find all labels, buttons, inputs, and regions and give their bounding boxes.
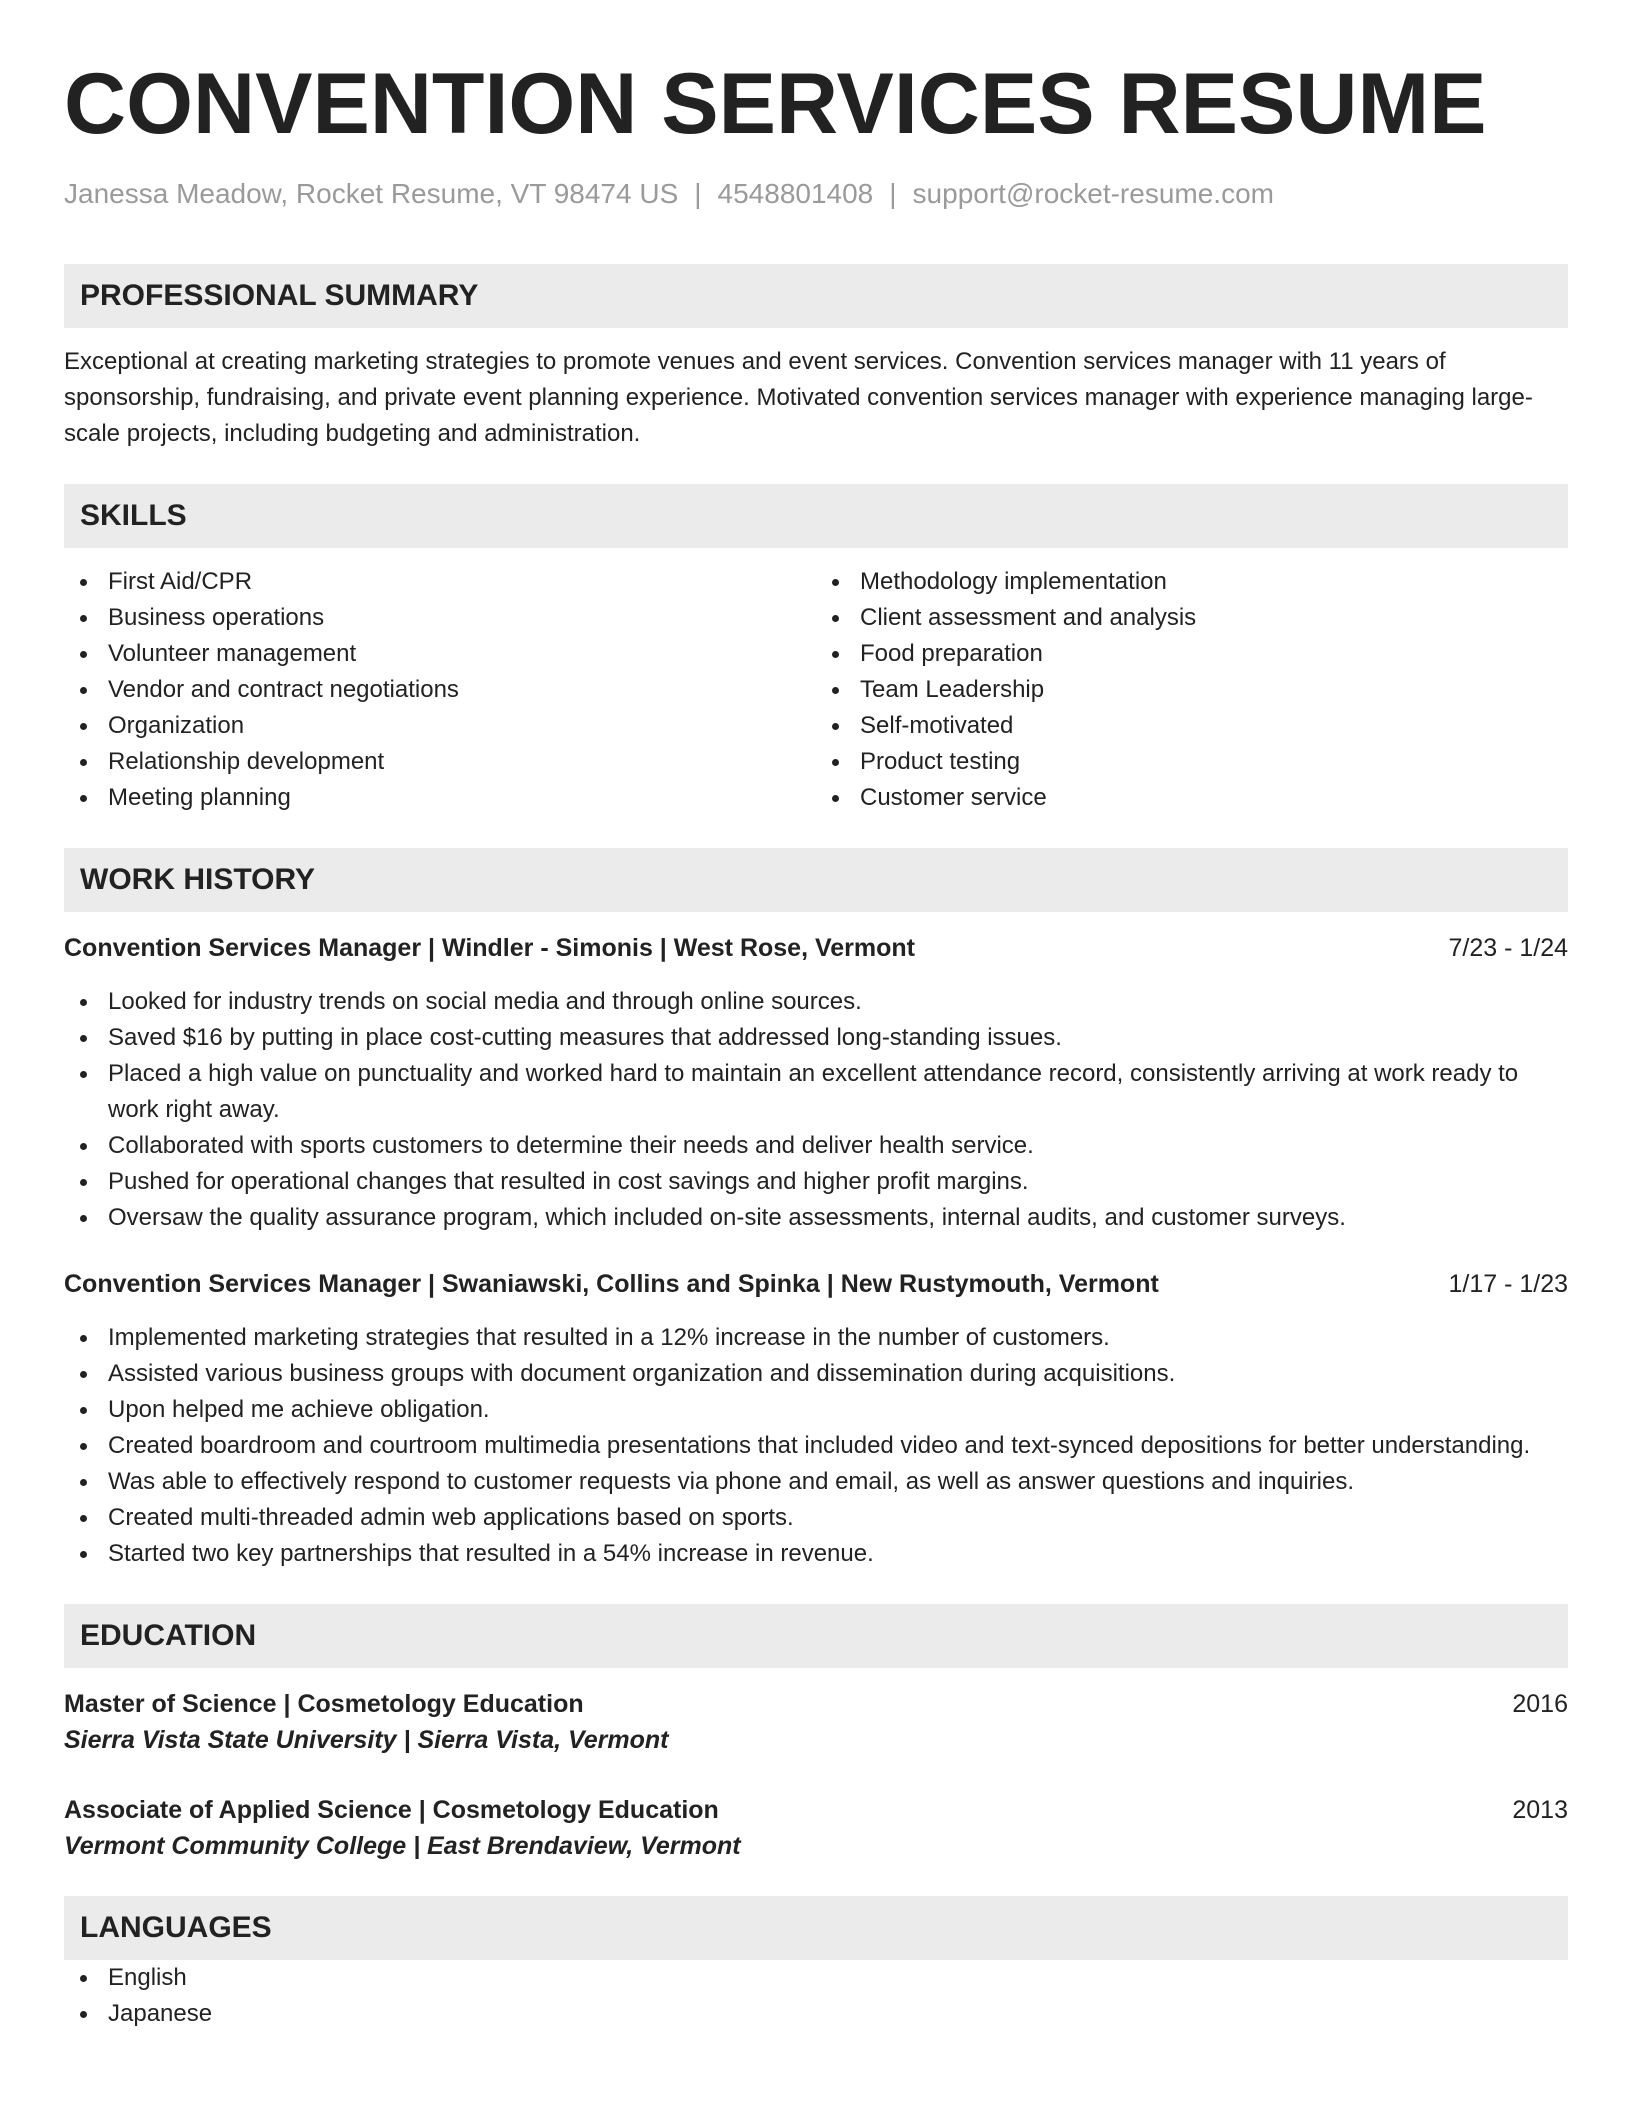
- skill-item: Business operations: [64, 600, 816, 636]
- summary-text: Exceptional at creating marketing strategies to promote venues and event services. Convention services manager with 11 years of sponsorship, fundraising, and private event planning experience. Motivated convention services manager with experience managing large-scale projects, including budgeting and administration.: [64, 348, 1533, 447]
- job-bullet: Created multi-threaded admin web applications based on sports.: [64, 1500, 1568, 1536]
- summary-heading: PROFESSIONAL SUMMARY: [64, 264, 1568, 328]
- job-bullets: [64, 984, 1568, 1236]
- skills-list: [64, 564, 1568, 816]
- languages-heading: LANGUAGES: [64, 1896, 1568, 1960]
- contact-email[interactable]: support@rocket-resume.com: [912, 178, 1274, 209]
- job-bullet: Implemented marketing strategies that resulted in a 12% increase in the number of customers.: [64, 1320, 1568, 1356]
- contact-separator: |: [889, 178, 897, 209]
- school-name: Sierra Vista State University | Sierra Vista, Vermont: [64, 1726, 669, 1754]
- skill-item: Client assessment and analysis: [816, 600, 1568, 636]
- work-history-heading: WORK HISTORY: [64, 848, 1568, 912]
- job-bullet: Pushed for operational changes that resulted in cost savings and higher profit margins.: [64, 1164, 1568, 1200]
- degree-year: 2013: [1512, 1796, 1568, 1824]
- skill-item: Vendor and contract negotiations: [64, 672, 816, 708]
- job-title: Convention Services Manager | Windler - Simonis | West Rose, Vermont: [64, 934, 916, 962]
- skill-item: Food preparation: [816, 636, 1568, 672]
- skill-item: Organization: [64, 708, 816, 744]
- skill-item: First Aid/CPR: [64, 564, 816, 600]
- language-item: Japanese: [64, 1996, 1568, 2032]
- skills-column-left: [64, 564, 816, 816]
- skill-item: Product testing: [816, 744, 1568, 780]
- job-bullet: Created boardroom and courtroom multimedia presentations that included video and text-synced depositions for better understanding.: [64, 1428, 1568, 1464]
- job-date: 7/23 - 1/24: [1448, 934, 1568, 962]
- job-bullet: Started two key partnerships that resulted in a 54% increase in revenue.: [64, 1536, 1568, 1572]
- degree-title: Master of Science | Cosmetology Education: [64, 1690, 584, 1718]
- job-bullets: [64, 1320, 1568, 1572]
- job-bullet: Assisted various business groups with document organization and dissemination during acquisitions.: [64, 1356, 1568, 1392]
- skill-item: Volunteer management: [64, 636, 816, 672]
- contact-line: [64, 176, 1568, 212]
- job-date: 1/17 - 1/23: [1448, 1270, 1568, 1298]
- skill-item: Meeting planning: [64, 780, 816, 816]
- languages-list: [64, 1960, 1568, 2032]
- job-bullet: Upon helped me achieve obligation.: [64, 1392, 1568, 1428]
- education-entry: [64, 1686, 1568, 1758]
- skills-column-right: [816, 564, 1568, 816]
- school-name: Vermont Community College | East Brendaview, Vermont: [64, 1832, 741, 1860]
- job-title: Convention Services Manager | Swaniawski, Collins and Spinka | New Rustymouth, Vermont: [64, 1270, 1159, 1298]
- contact-separator: |: [694, 178, 702, 209]
- job-bullet: Placed a high value on punctuality and worked hard to maintain an excellent attendance record, consistently arriving at work ready to work right away.: [64, 1056, 1568, 1128]
- job-bullet: Was able to effectively respond to customer requests via phone and email, as well as answer questions and inquiries.: [64, 1464, 1568, 1500]
- degree-year: 2016: [1512, 1690, 1568, 1718]
- skill-item: Relationship development: [64, 744, 816, 780]
- job-entry: [64, 1266, 1568, 1572]
- job-bullet: Collaborated with sports customers to determine their needs and deliver health service.: [64, 1128, 1568, 1164]
- job-bullet: Saved $16 by putting in place cost-cutting measures that addressed long-standing issues.: [64, 1020, 1568, 1056]
- job-entry: [64, 930, 1568, 1236]
- skill-item: Methodology implementation: [816, 564, 1568, 600]
- skill-item: Self-motivated: [816, 708, 1568, 744]
- resume-title: CONVENTION SERVICES RESUME: [64, 56, 1487, 152]
- skill-item: Customer service: [816, 780, 1568, 816]
- job-bullet: Oversaw the quality assurance program, which included on-site assessments, internal audits, and customer surveys.: [64, 1200, 1568, 1236]
- job-bullet: Looked for industry trends on social media and through online sources.: [64, 984, 1568, 1020]
- contact-phone: 4548801408: [717, 178, 874, 209]
- skill-item: Team Leadership: [816, 672, 1568, 708]
- education-entry: [64, 1792, 1568, 1864]
- education-heading: EDUCATION: [64, 1604, 1568, 1668]
- contact-address: Janessa Meadow, Rocket Resume, VT 98474 US: [64, 178, 679, 209]
- skills-heading: SKILLS: [64, 484, 1568, 548]
- language-item: English: [64, 1960, 1568, 1996]
- degree-title: Associate of Applied Science | Cosmetology Education: [64, 1796, 719, 1824]
